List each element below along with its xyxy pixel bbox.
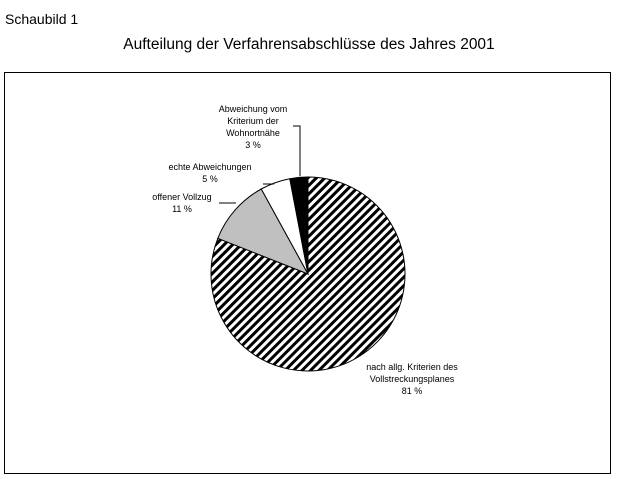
slice-label-line: echte Abweichungen bbox=[168, 162, 252, 172]
slice-label-line: 5 % bbox=[202, 174, 218, 184]
slice-label-line: Abweichung vom bbox=[218, 104, 288, 114]
slice-label bbox=[366, 362, 458, 396]
slice-label-line: Wohnortnähe bbox=[226, 128, 280, 138]
slice-label bbox=[219, 104, 288, 150]
slice-label-line: nach allg. Kriterien des bbox=[366, 362, 458, 372]
leader-line bbox=[293, 126, 300, 176]
slice-label-line: Kriterium der bbox=[227, 116, 279, 126]
slice-label-line: 3 % bbox=[245, 140, 261, 150]
figure-caption: Schaubild 1 bbox=[5, 11, 79, 27]
slice-label-line: 81 % bbox=[401, 386, 423, 396]
slice-label-line: 11 % bbox=[172, 204, 192, 214]
slice-label-line: offener Vollzug bbox=[152, 192, 212, 202]
slice-label bbox=[152, 192, 211, 214]
slice-label-line: Vollstreckungsplanes bbox=[369, 374, 455, 384]
slice-label bbox=[168, 162, 251, 184]
chart-title: Aufteilung der Verfahrensabschlüsse des Jahres 2001 bbox=[123, 36, 495, 53]
